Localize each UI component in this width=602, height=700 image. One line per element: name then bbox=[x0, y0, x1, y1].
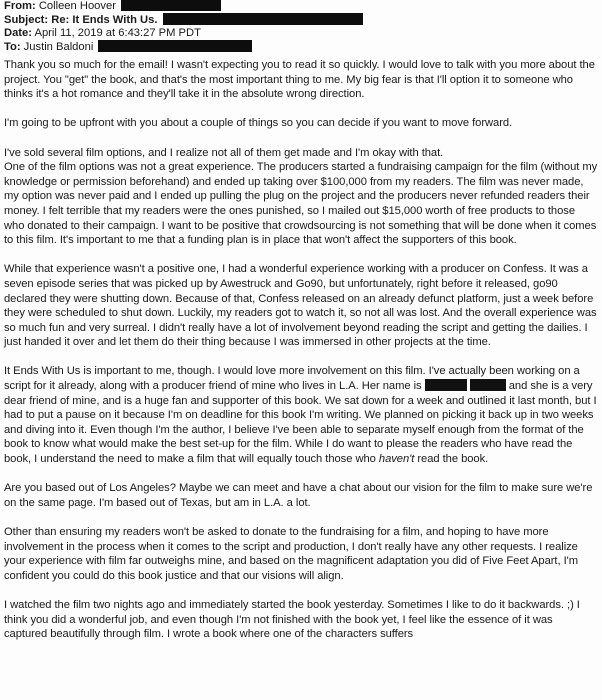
subject-line bbox=[4, 14, 564, 28]
paragraph-3a: I've sold several film options, and I realize not all of them get made and I'm okay with that. bbox=[4, 146, 444, 159]
from-label: From: bbox=[4, 0, 36, 12]
from-redaction bbox=[121, 0, 221, 11]
paragraph-6: Are you based out of Los Angeles? Maybe we can meet and have a chat about our vision for the film to make sure we're on the same page. I'm based out of Texas, but am in L.A. a lot. bbox=[4, 482, 593, 509]
to-redaction bbox=[98, 40, 252, 52]
name-redaction-2 bbox=[470, 379, 506, 391]
paragraph-5-part-2: and she is a very dear friend of mine, and is a huge fan and supporter of this book. We sat down for a week and outlined it last month, but I had to put a pause on it because I'm on deadline for this book I'm writing. We planned on picking it back up in two weeks and diving into it. Even though I'm the author, I believe I've been able to separate myself enough from the format of the book to know what would make the best set-up for the film. While I do want to please the readers who have read the book, I understand the need to make a film that will equally touch those who bbox=[4, 380, 597, 466]
paragraph-2: I'm going to be upfront with you about a couple of things so you can decide if you want to move forward. bbox=[4, 117, 513, 130]
subject-redaction bbox=[163, 13, 363, 25]
paragraph-5-part-3: read the book. bbox=[417, 453, 489, 466]
from-value: Colleen Hoover bbox=[38, 0, 116, 12]
subject-value: Re: It Ends With Us. bbox=[51, 13, 158, 26]
name-redaction bbox=[425, 379, 467, 391]
email-header bbox=[4, 0, 564, 54]
to-label: To: bbox=[4, 40, 21, 53]
paragraph-7: Other than ensuring my readers won't be asked to donate to the fundraising for a film, and hoping to have more involvement in the process when it comes to the script and production, I don't really have any other requests. I realize your experience with film far outweighs mine, and based on the magnificent adaptation you did of Five Feet Apart, I'm confident you could do this book justice and that our visions will align. bbox=[4, 526, 579, 582]
paragraph-1: Thank you so much for the email! I wasn't expecting you to read it so quickly. I would love to talk with you more about the project. You "get" the book, and that's the most important thing to me. My big fear is that I'll option it to someone who thinks it's a hot romance and they'll take it in the absolute wrong direction. bbox=[4, 59, 595, 101]
subject-label: Subject: bbox=[4, 13, 49, 26]
date-line bbox=[4, 27, 564, 41]
email-body bbox=[4, 58, 598, 656]
to-value: Justin Baldoni bbox=[23, 40, 94, 53]
paragraph-4: While that experience wasn't a positive one, I had a wonderful experience working with a producer on Confess. It was a seven episode series that was picked up by Awestruck and Go90, but unfortunately, right before it released, go90 declared they were shutting down. Because of that, Confess released on an already defunct platform, just a week before they were scheduled to shut down. Luckily, my readers got to watch it, so not all was lost. And the overall experience was so much fun and very surreal. I didn't really have a lot of involvement beyond reading the script and getting the dailies. I just handed it over and let them do their thing because I was immersed in other projects at the time. bbox=[4, 263, 597, 349]
paragraph-5-emphasis: haven't bbox=[378, 453, 415, 466]
from-line bbox=[4, 0, 564, 14]
paragraph-8: I watched the film two nights ago and immediately started the book yesterday. Sometimes I like to do it backwards. ;) I think you did a wonderful job, and even though I'm not finished with the book yet, I feel like the essence of it was captured beautifully through film. I wrote a book where one of the characters suffers bbox=[4, 598, 580, 641]
date-label: Date: bbox=[4, 27, 32, 39]
paragraph-5-part-1: It Ends With Us is important to me, though. I would love more involvement on this film. I've actually been working on a script for it already, along with a producer friend of mine who lives in L.A. Her name is bbox=[4, 365, 580, 393]
date-value: April 11, 2019 at 6:43:27 PM PDT bbox=[34, 27, 201, 39]
to-line bbox=[4, 41, 564, 55]
paragraph-3b: One of the film options was not a great experience. The producers started a fundraising campaign for the film (without my knowledge or permission beforehand) and ended up taking over $100,000 from my readers. The film was never made, my option was never paid and I ended up pulling the plug on the project and the producers never refunded readers their money. I felt terrible that my readers were the ones punished, so I mailed out $15,000 worth of free products to those who donated to their campaign. I want to be positive that crowdsourcing is not something that will be done when it comes to this film. It's important to me that a funding plan is in place that won't affect the supporters of this book. bbox=[4, 161, 598, 247]
paragraph-5 bbox=[4, 364, 598, 466]
